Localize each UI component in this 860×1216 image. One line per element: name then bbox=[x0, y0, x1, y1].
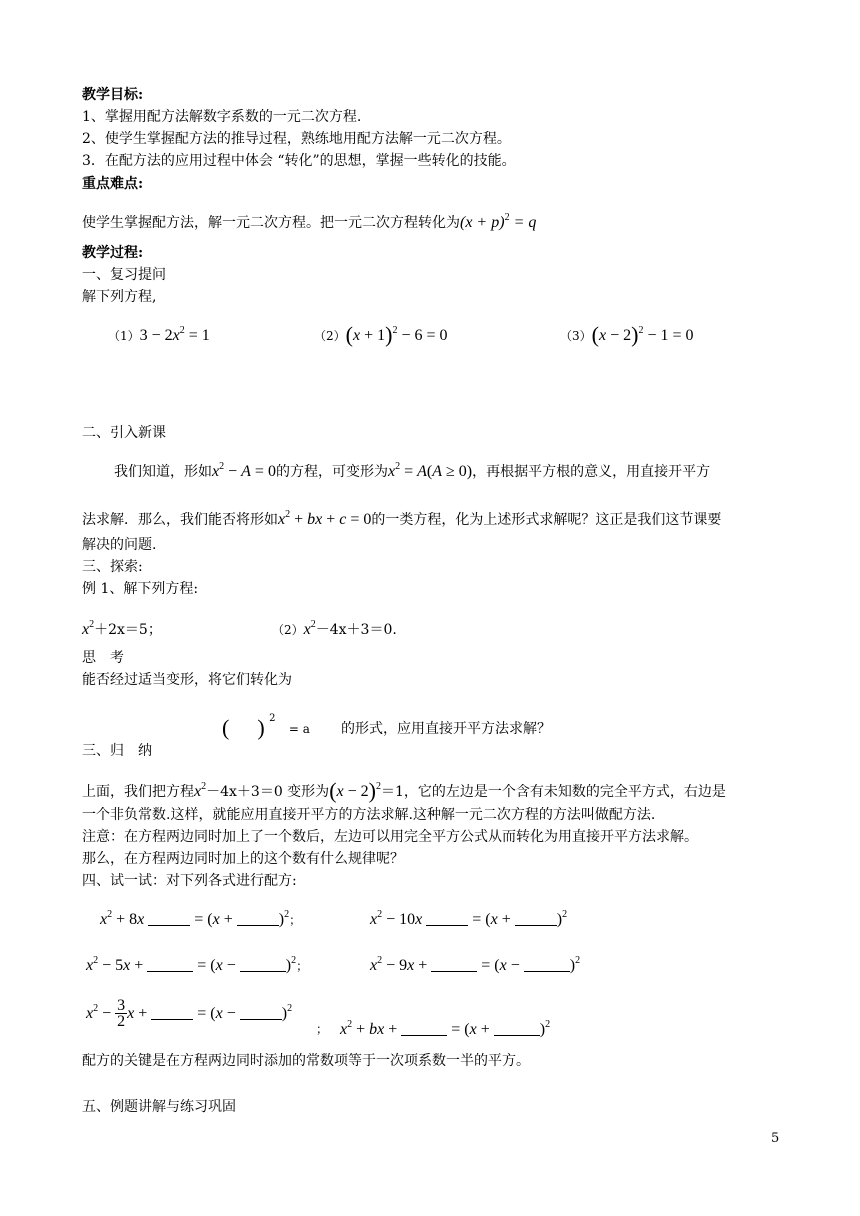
practice-key-point: 配方的关键是在方程两边同时添加的常数项等于一次项系数一半的平方。 bbox=[82, 1053, 530, 1069]
intro-line-1: 我们知道，形如$x^2 - A = 0$的方程，可变形为$x^2 = A(A \ge 0)$，再根据平方根的意义，用直接开平方 bbox=[114, 461, 711, 480]
practice-semicolon-5: ； bbox=[316, 1022, 329, 1036]
intro-line-2: 法求解．那么，我们能否将形如$x^2$ + bx + c = 0的一类方程，化为上述形式求解呢？这正是我们这节课要 bbox=[82, 509, 722, 528]
objective-item-3: 3．在配方法的应用过程中体会 “转化”的思想，掌握一些转化的技能。 bbox=[82, 153, 516, 169]
key-points-heading: 重点难点: bbox=[82, 176, 144, 192]
review-equation-1: $(1)3 - 2x^2 = 1$ bbox=[108, 325, 210, 344]
think-label: 思 考 bbox=[82, 650, 124, 666]
objective-item-2: 2、使学生掌握配方法的推导过程，熟练地用配方法解一元二次方程。 bbox=[82, 131, 511, 147]
intro-title: 二、引入新课 bbox=[82, 425, 166, 441]
review-title: 一、复习提问 bbox=[82, 267, 166, 283]
practice-item-3: $x^2 - 5x$ + = $(x - )^2$； bbox=[86, 955, 309, 974]
process-heading: 教学过程: bbox=[82, 245, 144, 261]
summary-title: 三、归 纳 bbox=[82, 743, 152, 759]
review-prompt: 解下列方程, bbox=[82, 289, 157, 305]
example-equation-2: $(2)x^2-4x+3=0$. bbox=[272, 619, 397, 638]
review-equation-2: $(2)(x + 1)^2 - 6 = 0$ bbox=[314, 322, 448, 347]
practice-item-4: $x^2 - 9x$ + = $(x - )^2$ bbox=[370, 955, 581, 974]
practice-item-1: $x^2 + 8x = (x + )^2$； bbox=[100, 909, 302, 928]
summary-line-2: 一个非负常数.这样，就能应用直接开平方的方法求解.这种解一元二次方程的方法叫做配方法. bbox=[82, 807, 656, 823]
objectives-heading: 教学目标: bbox=[82, 87, 144, 103]
practice-item-6: $x^2$ + bx + = $(x + )^2$ bbox=[340, 1019, 551, 1038]
page-number: 5 bbox=[771, 1131, 780, 1146]
objective-item-1: 1、掌握用配方法解数字系数的一元二次方程. bbox=[82, 109, 362, 125]
intro-line-3: 解决的问题. bbox=[82, 537, 157, 553]
summary-question: 那么，在方程两边同时加上的这个数有什么规律呢？ bbox=[82, 851, 404, 867]
summary-line-1: 上面，我们把方程$x^2-4x+3=0$ 变形为$(x - 2)^2=1$，它的左边是一个含有未知数的完全平方式，右边是 bbox=[82, 778, 726, 803]
practice-title: 四、试一试：对下列各式进行配方: bbox=[82, 873, 297, 889]
summary-note: 注意：在方程两边同时加上了一个数后，左边可以用完全平方公式从而转化为用直接开平方法求解。 bbox=[82, 829, 698, 845]
target-form-formula: $(x + p)^2 = q$ bbox=[460, 212, 537, 231]
practice-item-2: $x^2 - 10x = (x + )^2$ bbox=[370, 909, 568, 928]
key-points-text: 使学生掌握配方法，解一元二次方程。把一元二次方程转化为$(x + p)^2 = q$ bbox=[82, 212, 537, 231]
explore-title: 三、探索: bbox=[82, 559, 143, 575]
think-question: 能否经过适当变形，将它们转化为 bbox=[82, 672, 292, 688]
example-1-label: 例 1、解下列方程: bbox=[82, 581, 199, 597]
target-form-line: ( ) $^2$ = a 的形式，应用直接开平方法求解？ bbox=[222, 713, 552, 740]
review-equation-3: $(3)(x - 2)^2 - 1 = 0$ bbox=[560, 322, 694, 347]
examples-title: 五、例题讲解与练习巩固 bbox=[82, 1099, 236, 1115]
practice-item-5: $x^2$ − $\frac{3}{2}$ x + = $(x - )^2$ bbox=[86, 997, 293, 1030]
example-equation-1: $x^2+2x=5$； bbox=[82, 619, 162, 638]
